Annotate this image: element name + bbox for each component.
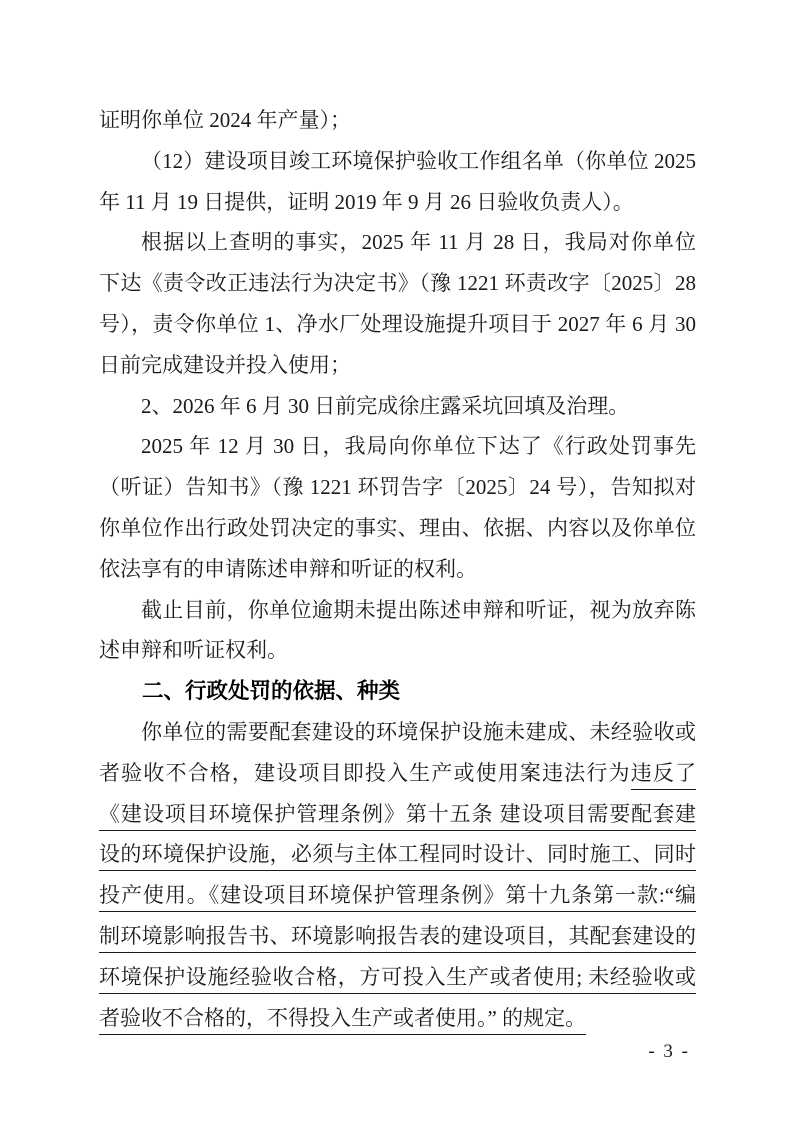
- text-line-18: [99, 794, 696, 835]
- text-line-23: [99, 998, 696, 1039]
- text-run: 者验收不合格，建设项目即投入生产或使用案违法行为: [99, 760, 631, 785]
- text-line-1: [99, 100, 696, 141]
- text-line-9: [99, 426, 696, 467]
- text-line-2: [99, 141, 696, 182]
- underlined-text-run: 环境保护设施经验收合格，方可投入生产或者使用; 未经验收或: [99, 965, 696, 994]
- text-run: 依法享有的申请陈述申辩和听证的权利。: [99, 556, 477, 581]
- text-line-11: [99, 508, 696, 549]
- document-body: [99, 100, 696, 1038]
- underlined-text-run: 设的环境保护设施，必须与主体工程同时设计、同时施工、同时: [99, 842, 696, 871]
- text-line-13: [99, 590, 696, 631]
- text-line-3: [99, 182, 696, 223]
- text-run: 述申辩和听证权利。: [99, 638, 288, 663]
- text-run: 下达《责令改正违法行为决定书》（豫 1221 环责改字〔2025〕28: [99, 271, 696, 296]
- text-line-20: [99, 875, 696, 916]
- text-run: 你单位作出行政处罚决定的事实、理由、依据、内容以及你单位: [99, 515, 696, 540]
- underlined-text-run: 投产使用。《建设项目环境保护管理条例》第十九条第一款:“编: [99, 883, 696, 912]
- text-run: 2025 年 12 月 30 日，我局向你单位下达了《行政处罚事先: [141, 434, 696, 459]
- page-number: - 3 -: [648, 1041, 690, 1062]
- text-line-10: [99, 467, 696, 508]
- text-run: 二、行政处罚的依据、种类: [142, 679, 401, 704]
- underlined-text-run: 制环境影响报告书、环境影响报告表的建设项目，其配套建设的: [99, 924, 696, 953]
- text-line-22: [99, 957, 696, 998]
- text-run: 日前完成建设并投入使用；: [99, 352, 351, 377]
- text-line-7: [99, 345, 696, 386]
- text-line-4: [99, 222, 696, 263]
- text-line-21: [99, 916, 696, 957]
- text-run: （听证）告知书》（豫 1221 环罚告字〔2025〕24 号），告知拟对: [99, 475, 696, 500]
- text-run: （12）建设项目竣工环境保护验收工作组名单（你单位 2025: [141, 148, 696, 173]
- text-line-6: [99, 304, 696, 345]
- underlined-text-run: 违反了: [631, 761, 696, 790]
- text-line-5: [99, 263, 696, 304]
- underlined-text-run: 《建设项目环境保护管理条例》第十五条 建设项目需要配套建: [99, 802, 696, 831]
- text-run: 截止目前，你单位逾期未提出陈述申辩和听证，视为放弃陈: [141, 597, 696, 622]
- text-line-8: [99, 386, 696, 427]
- text-run: 2、2026 年 6 月 30 日前完成徐庄露采坑回填及治理。: [141, 393, 630, 418]
- text-line-19: [99, 834, 696, 875]
- text-run: 年 11 月 19 日提供，证明 2019 年 9 月 26 日验收负责人）。: [99, 189, 634, 214]
- text-run: 你单位的需要配套建设的环境保护设施未建成、未经验收或: [141, 719, 696, 744]
- underlined-text-run: 者验收不合格的，不得投入生产或者使用。” 的规定。: [99, 1006, 586, 1035]
- text-line-16: [99, 712, 696, 753]
- text-line-14: [99, 630, 696, 671]
- text-run: 号），责令你单位 1、净水厂处理设施提升项目于 2027 年 6 月 30: [99, 311, 696, 336]
- text-run: 根据以上查明的事实，2025 年 11 月 28 日，我局对你单位: [141, 230, 696, 255]
- text-line-17: [99, 753, 696, 794]
- section-heading: [99, 671, 696, 712]
- text-run: 证明你单位 2024 年产量）；: [99, 108, 351, 132]
- text-line-12: [99, 549, 696, 590]
